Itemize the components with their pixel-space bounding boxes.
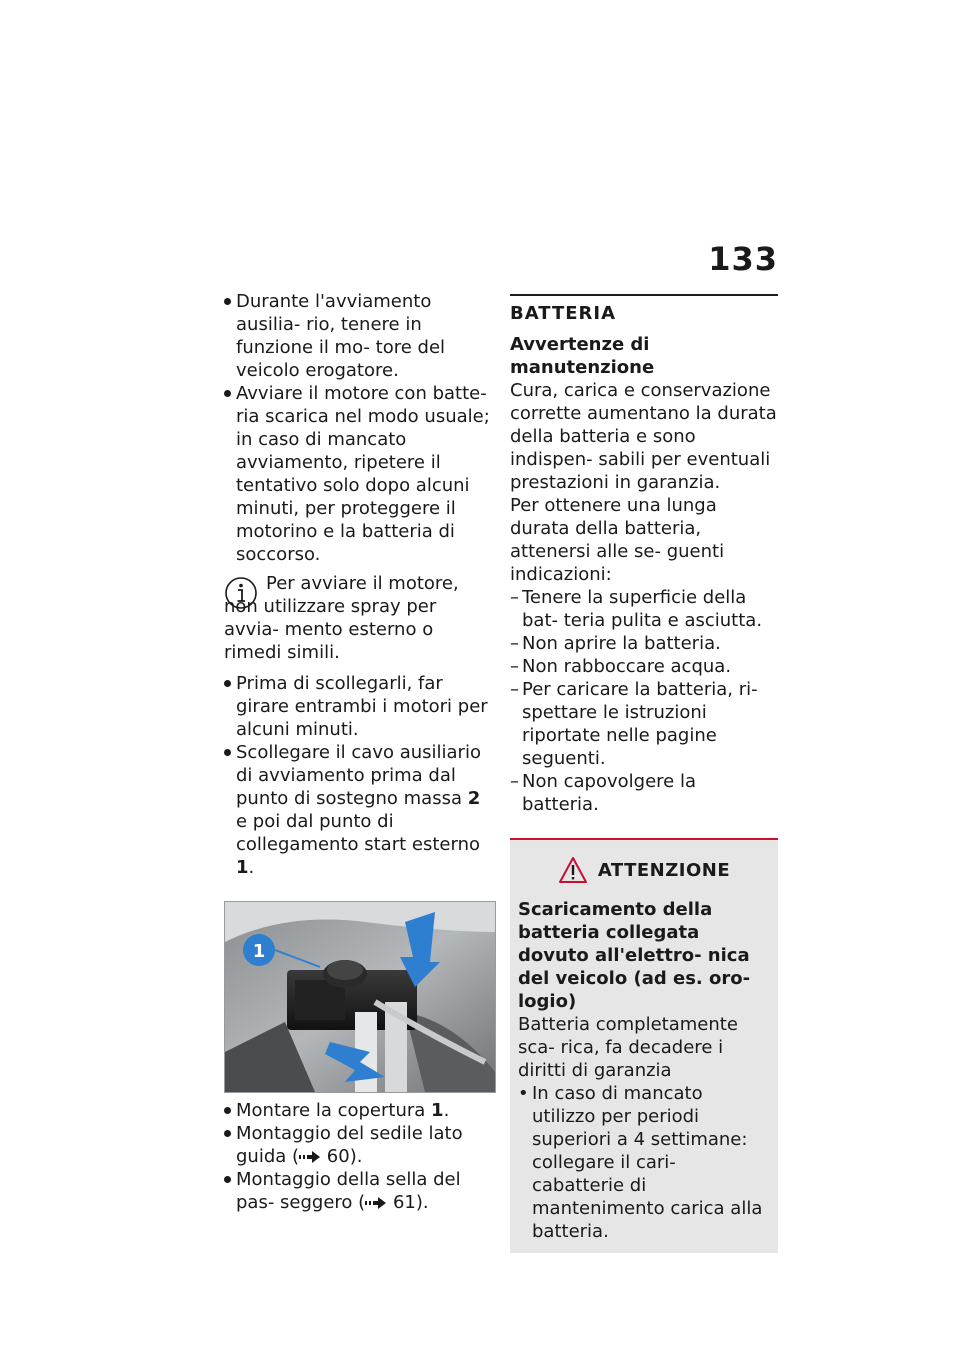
list-item: • In caso di mancato utilizzo per periodi superiori a 4 settimane: collegare il cari- cabatterie di mantenimento carica alla batteria. — [518, 1082, 770, 1243]
warning-box — [510, 838, 778, 1253]
paragraph: Cura, carica e conservazione corrette aumentano la durata della batteria e sono indispen- sabili per eventuali prestazioni in garanzia. — [510, 380, 777, 493]
item-text: e poi dal punto di collegamento start esterno — [236, 811, 480, 855]
list-item — [224, 1099, 494, 1122]
warning-subtitle: Scaricamento della batteria collegata dovuto all'elettro- nica del veicolo (ad es. oro- logio) — [518, 899, 751, 1012]
battery-photo — [224, 901, 496, 1093]
ref-number: 1 — [431, 1100, 444, 1121]
item-text: . — [443, 1100, 450, 1121]
list-item: – Per caricare la batteria, ri- spettare le istruzioni riportate nelle pagine seguenti. — [510, 678, 778, 770]
left-column — [224, 290, 494, 1214]
list-item: – Non rabboccare acqua. — [510, 655, 778, 678]
list-item: Prima di scollegarli, far girare entrambi i motori per alcuni minuti. — [224, 672, 494, 741]
subsection-title: Avvertenze di manutenzione — [510, 334, 655, 378]
section-divider — [510, 294, 778, 296]
warning-text: Batteria completamente sca- rica, fa decadere i diritti di garanzia — [518, 1014, 738, 1081]
list-item: – Tenere la superficie della bat- teria pulita e asciutta. — [510, 586, 778, 632]
item-text: . — [248, 857, 255, 878]
list-item: Durante l'avviamento ausilia- rio, tenere in funzione il mo- tore del veicolo erogatore. — [224, 290, 494, 382]
list-item — [224, 1168, 494, 1214]
info-icon — [224, 576, 258, 610]
page-ref-arrow-icon — [365, 1197, 387, 1209]
photo-callout-1: 1 — [252, 941, 266, 962]
list-item — [224, 741, 494, 879]
item-text: ). — [349, 1146, 363, 1167]
warning-title: ATTENZIONE — [597, 859, 731, 881]
note-text: Per avviare il motore, non utilizzare spray per avvia- mento esterno o rimedi simili. — [224, 573, 459, 663]
list-item: – Non aprire la batteria. — [510, 632, 778, 655]
item-text: ). — [415, 1192, 429, 1213]
page-ref-arrow-icon — [299, 1151, 321, 1163]
paragraph: Per ottenere una lunga durata della batteria, attenersi alle se- guenti indicazioni: — [510, 495, 725, 585]
item-text: Montaggio del sedile lato guida ( — [236, 1123, 463, 1167]
list-item: Avviare il motore con batte- ria scarica nel modo usuale; in caso di mancato avviamento, ripetere il tentativo solo dopo alcuni minuti, per proteggere il motorino e la batteria di soccorso. — [224, 382, 494, 566]
warning-triangle-icon — [558, 856, 588, 884]
right-column — [510, 290, 778, 1253]
page-number: 133 — [708, 240, 778, 278]
item-text: Montaggio della sella del pas- seggero ( — [236, 1169, 461, 1213]
info-note — [224, 572, 494, 664]
page-link[interactable]: 61 — [392, 1192, 416, 1213]
page-link[interactable]: 60 — [326, 1146, 350, 1167]
item-text: Montare la copertura — [236, 1100, 432, 1121]
ref-number: 1 — [236, 857, 249, 878]
section-title: BATTERIA — [510, 303, 617, 324]
ref-number: 2 — [467, 788, 481, 809]
warning-header — [518, 856, 770, 884]
item-text: Scollegare il cavo ausiliario di avviamento prima dal punto di sostegno massa — [236, 742, 481, 809]
list-item: – Non capovolgere la batteria. — [510, 770, 778, 816]
list-item — [224, 1122, 494, 1168]
